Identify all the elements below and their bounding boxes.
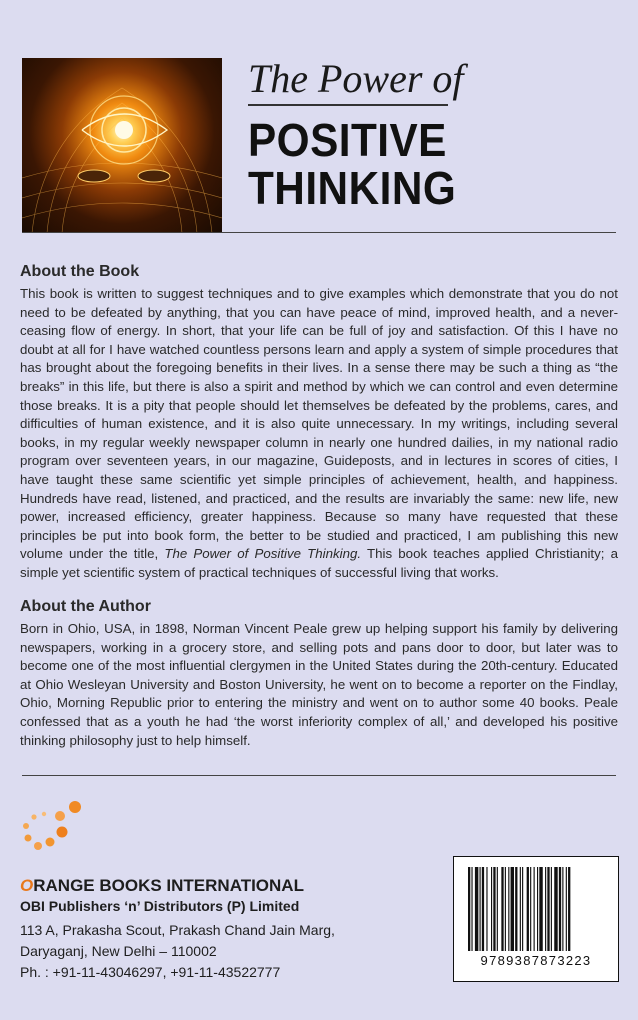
barcode-bar <box>545 867 546 951</box>
barcode-bar <box>534 867 535 951</box>
barcode-bar <box>468 867 470 951</box>
barcode-bar <box>511 867 514 951</box>
barcode-bar <box>505 867 506 951</box>
divider-top <box>22 232 616 233</box>
barcode-bar <box>486 867 487 951</box>
barcode-bar <box>539 867 542 951</box>
barcode-bar <box>530 867 531 951</box>
isbn-number: 9789387873223 <box>480 953 592 968</box>
book-title-top: The Power of <box>248 56 464 101</box>
orange-dots-logo-icon <box>20 800 90 865</box>
barcode-bar <box>527 867 529 951</box>
barcode-bar <box>497 867 498 951</box>
about-author-text: Born in Ohio, USA, in 1898, Norman Vincent Peale grew up helping support his family by delivering newspapers, working in a grocery store, and selling pots and pans door to door, but later was to become one of the most influential clergymen in the United States during the 20th-century. Educated at Ohio Wesleyan University and Boston University, he went on to become a reporter on the Findlay, Ohio, Morning Republic prior to entering the ministry and went on to author some 40 books. Peale confessed that as a youth he had ‘the worst inferiority complex of all,’ and developed his positive thinking philosophy just to help himself. <box>20 621 618 748</box>
barcode-bar <box>559 867 561 951</box>
about-book-text-part1: This book is written to suggest techniques and to give examples which demonstrate that you do not need to be defeated by anything, that you can have peace of mind, improved health, and a never-ceasing flow of energy. In short, that your life can be full of joy and satisfaction. Of this I have no doubt at all for I have watched countless persons learn and apply a system of simple procedures that has brought about the foregoing benefits in their lives. In a sense there may be such a thing as “the breaks” in this life, but there is also a spirit and method by which we can control and even determine those breaks. It is a pity that people should let themselves be defeated by the problems, cares, and difficulties of human existence, and it is also quite unnecessary. In my writings, including several books, in my regular weekly newspaper column in nearly one hundred dailies, in my national radio program over seventeen years, in our magazine, Guideposts, and in lectures in scores of cities, I have taught these same scientific yet simple principles of achievement, health, and happiness. Hundreds have read, listened, and practiced, and the results are invariably the same: new life, new power, increased efficiency, greater happiness. Because so many have requested that these principles be put into book form, the better to be studied and practiced, I am publishing this new volume under the title, <box>20 286 618 562</box>
barcode-bar <box>482 867 484 951</box>
title-word-positive: POSITIVE <box>248 114 447 166</box>
publisher-subtitle: OBI Publishers ‘n’ Distributors (P) Limited <box>20 898 300 914</box>
barcode-bar <box>537 867 538 951</box>
barcode-bar <box>522 867 523 951</box>
about-book-heading: About the Book <box>20 263 140 280</box>
barcode-bar <box>508 867 509 951</box>
barcode-bar <box>551 867 552 951</box>
barcode-bar <box>475 867 478 951</box>
divider-bottom <box>22 775 616 776</box>
barcode-bar <box>471 867 472 951</box>
barcode-bar <box>568 867 570 951</box>
about-book-text-part2: This book teaches applied Christianity; a simple yet scientific system of practical techniques of successful living that works. <box>20 546 618 580</box>
publisher-name <box>20 876 304 896</box>
barcode-bars-icon <box>468 867 604 951</box>
barcode-bar <box>566 867 567 951</box>
title-word-thinking: THINKING <box>248 162 457 214</box>
barcode-bar <box>493 867 495 951</box>
publisher-name-first-letter: O <box>20 876 34 895</box>
publisher-address-line1: 113 A, Prakasha Scout, Prakash Chand Jain Marg, <box>20 922 335 938</box>
about-book-text <box>20 285 618 583</box>
publisher-phone: Ph. : +91-11-43046297, +91-11-43522777 <box>20 964 281 980</box>
barcode-bar <box>554 867 557 951</box>
barcode-bar <box>480 867 481 951</box>
barcode-bar <box>491 867 492 951</box>
title-underline <box>248 104 448 106</box>
barcode-bar <box>520 867 521 951</box>
cover-illustration <box>22 58 222 233</box>
book-title-main <box>248 116 456 212</box>
barcode-bar <box>501 867 503 951</box>
about-author-heading: About the Author <box>20 598 151 615</box>
publisher-name-rest: RANGE BOOKS INTERNATIONAL <box>33 876 304 895</box>
barcode-bar <box>562 867 563 951</box>
about-book-italic-title: The Power of Positive Thinking. <box>164 546 362 562</box>
glowing-face-icon <box>22 58 222 233</box>
publisher-address-line2: Daryaganj, New Delhi – 110002 <box>20 943 217 959</box>
barcode-bar <box>515 867 517 951</box>
barcode <box>453 856 619 982</box>
barcode-bar <box>547 867 549 951</box>
